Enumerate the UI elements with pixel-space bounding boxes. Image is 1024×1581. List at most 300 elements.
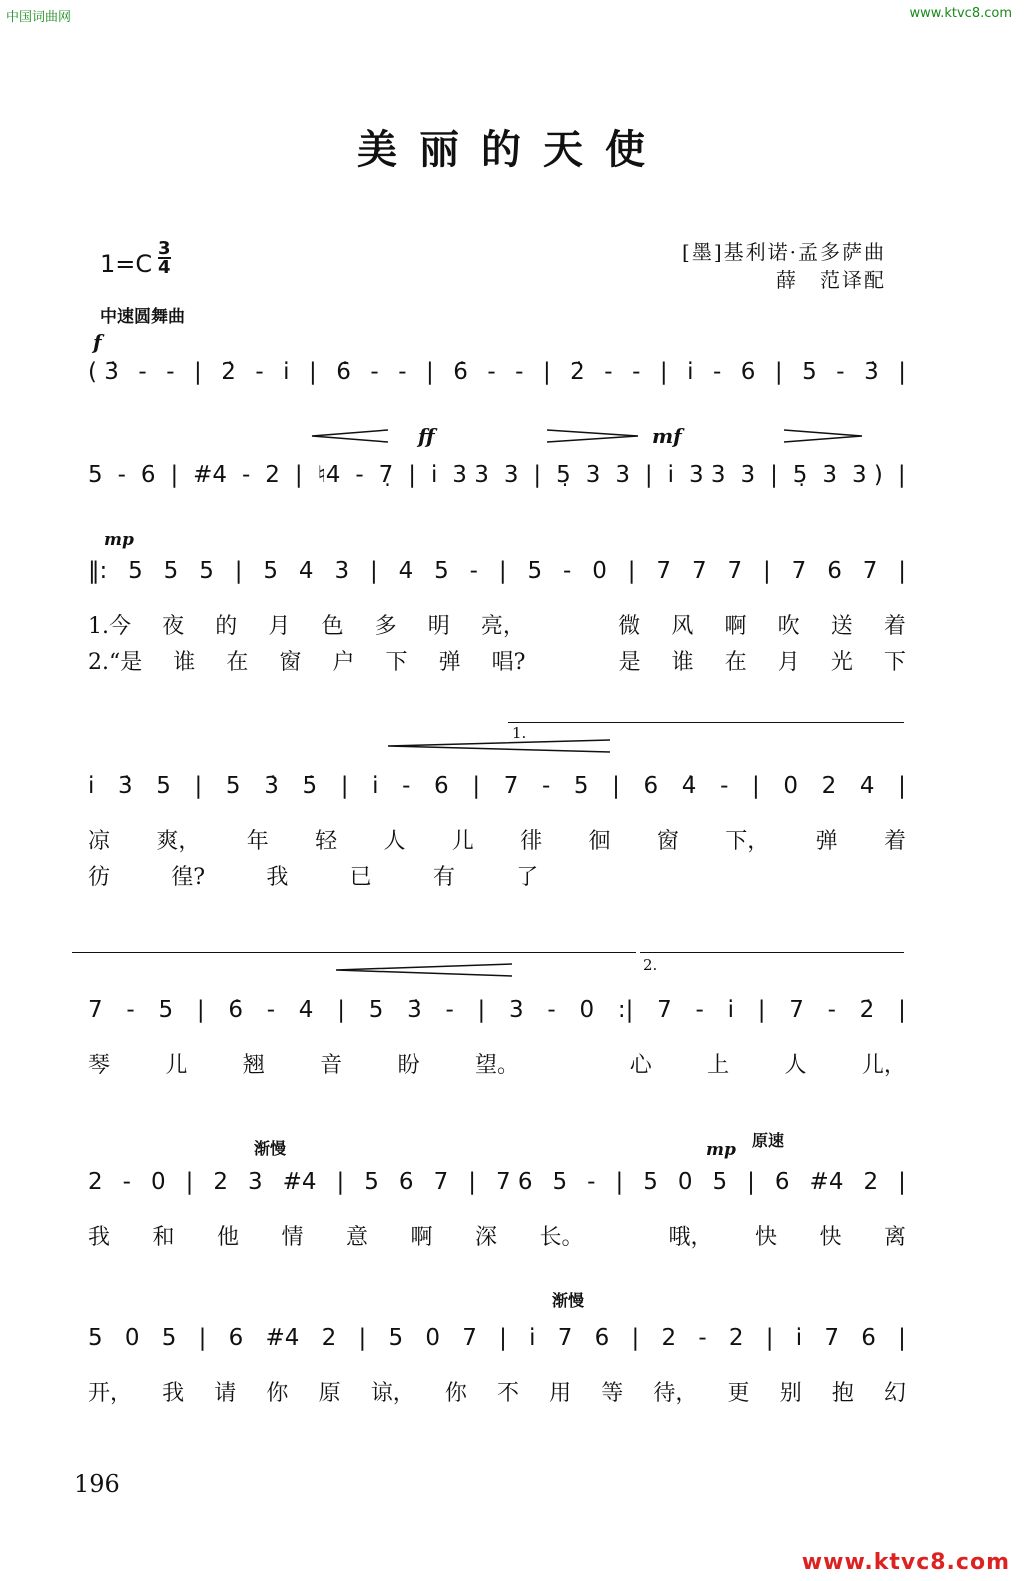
barline: :| xyxy=(617,997,634,1023)
note: - xyxy=(827,997,836,1023)
note: 4 xyxy=(298,558,314,584)
lyric-syllable: 盼 xyxy=(397,1053,420,1078)
lyric-syllable: 多 xyxy=(374,614,397,639)
lyric-syllable: 翘 xyxy=(242,1053,265,1078)
note: 3 xyxy=(503,462,519,488)
lyrics-line xyxy=(88,824,906,855)
barline: | xyxy=(763,558,771,584)
note: - xyxy=(632,359,641,385)
note: - xyxy=(720,773,729,799)
lyric-syllable: 你 xyxy=(266,1381,289,1406)
lyric-syllable: 轻 xyxy=(315,829,338,854)
note: 7 xyxy=(503,773,519,799)
lyric-syllable: 不 xyxy=(496,1381,519,1406)
barline: | xyxy=(472,773,481,799)
note: 2̇ xyxy=(221,359,236,385)
lyric-syllable: 夜 xyxy=(162,614,185,639)
lyric-syllable: 意 xyxy=(346,1225,369,1250)
note: 7 xyxy=(433,1169,449,1195)
lyric-syllable: 色 xyxy=(321,614,344,639)
note: i̇ xyxy=(430,462,438,488)
note: - xyxy=(166,359,175,385)
note: #4 xyxy=(193,462,228,488)
note: 7 xyxy=(789,997,804,1023)
note: 3̇ xyxy=(264,773,279,799)
barline: | xyxy=(627,558,636,584)
lyric-syllable: 抱 xyxy=(831,1381,854,1406)
volta-label-1: 1. xyxy=(512,724,527,742)
note: 6̇ xyxy=(336,359,351,385)
lyric-syllable: 情 xyxy=(281,1225,304,1250)
note: 7 xyxy=(862,558,878,584)
lyric-syllable: 已 xyxy=(349,865,372,890)
note: 3̇ xyxy=(407,997,422,1023)
lyric-syllable: 长。 xyxy=(539,1225,584,1250)
note: 6 xyxy=(643,773,659,799)
note: 5 xyxy=(573,773,589,799)
barline: | xyxy=(477,997,486,1023)
note: - xyxy=(255,359,264,385)
note: - xyxy=(445,997,454,1023)
crescendo-hairpin-2 xyxy=(386,738,612,754)
note: 0 xyxy=(425,1325,440,1351)
note: 5̣ xyxy=(556,462,571,488)
note: 5 xyxy=(88,1325,103,1351)
lyric-syllable: 送 xyxy=(830,614,853,639)
lyric-syllable: 你 xyxy=(444,1381,467,1406)
barline: | xyxy=(234,558,243,584)
lyric-syllable: 深 xyxy=(475,1225,498,1250)
barline: ‖: xyxy=(88,558,108,584)
notation-line xyxy=(88,352,906,392)
lyrics-line xyxy=(88,1376,906,1407)
note: 5̣ xyxy=(792,462,808,488)
note: 3 xyxy=(509,997,524,1023)
barline: | xyxy=(194,773,203,799)
dynamic-mf: mf xyxy=(652,424,682,448)
note: 3 xyxy=(615,462,630,488)
note: 7 xyxy=(691,558,707,584)
note: 2 xyxy=(863,1169,879,1195)
note: - xyxy=(604,359,613,385)
note: 6 xyxy=(140,462,156,488)
note: 5 xyxy=(156,773,171,799)
lyric-syllable: 是 xyxy=(618,650,641,675)
barline: | xyxy=(644,462,653,488)
note: 7̣ xyxy=(378,462,394,488)
note: 3̇ xyxy=(118,773,133,799)
lyric-syllable: 徊 xyxy=(588,829,611,854)
note: - xyxy=(370,359,379,385)
lyric-syllable: 等 xyxy=(601,1381,624,1406)
note: i̇ xyxy=(283,359,290,385)
note: i̇ xyxy=(88,773,95,799)
note: 6 xyxy=(434,773,449,799)
note: 6̇ xyxy=(228,997,243,1023)
note: 2 xyxy=(728,1325,744,1351)
note: 2 xyxy=(661,1325,677,1351)
note: #4 xyxy=(265,1325,300,1351)
lyric-syllable: 别 xyxy=(779,1381,802,1406)
lyric-syllable: 1.今 xyxy=(88,614,131,639)
notation-line xyxy=(88,766,906,806)
note: - xyxy=(698,1325,707,1351)
note: - xyxy=(541,773,551,799)
watermark: www.ktvc8.com xyxy=(801,1550,1010,1575)
note: 7 6 xyxy=(495,1169,533,1195)
lyric-syllable: 有 xyxy=(432,865,455,890)
barline: | xyxy=(425,359,434,385)
lyric-syllable: 快 xyxy=(819,1225,842,1250)
note: 6 xyxy=(827,558,842,584)
lyric-syllable: 哦， xyxy=(668,1225,713,1250)
barline: | xyxy=(631,1325,640,1351)
lyric-syllable: 儿 xyxy=(451,829,474,854)
note: 2 xyxy=(821,773,837,799)
note: 5 xyxy=(225,773,241,799)
lyrics-line xyxy=(88,1220,906,1251)
lyric-syllable: 人 xyxy=(784,1053,807,1078)
note: 7 xyxy=(88,997,103,1023)
volta-bracket-1 xyxy=(508,722,904,723)
note: 5 xyxy=(88,462,103,488)
lyric-syllable: 谁 xyxy=(671,650,694,675)
site-name-right: www.ktvc8.com xyxy=(909,6,1012,21)
ritardando-mark: 渐慢 xyxy=(254,1139,287,1158)
decrescendo-hairpin-2 xyxy=(782,428,864,444)
dynamic-f: f xyxy=(93,330,102,354)
dynamic-mp-2: mp xyxy=(706,1140,736,1160)
crescendo-hairpin-3 xyxy=(334,962,514,978)
note: #4 xyxy=(809,1169,844,1195)
notation-line xyxy=(88,1318,906,1358)
notation-line xyxy=(88,1162,906,1202)
note: - xyxy=(515,359,524,385)
barline: | xyxy=(294,462,303,488)
note: 2̇ xyxy=(859,997,875,1023)
note: 7 xyxy=(791,558,807,584)
lyric-syllable: 唱? xyxy=(491,650,526,675)
lyric-syllable: 在 xyxy=(226,650,249,675)
note: 7 xyxy=(824,1325,839,1351)
lyric-syllable: 儿， xyxy=(861,1053,906,1078)
note: 5 xyxy=(163,558,179,584)
barline: | xyxy=(897,462,906,488)
note: 5 xyxy=(161,1325,177,1351)
note: 5 xyxy=(199,558,214,584)
crescendo-hairpin xyxy=(310,428,390,444)
note: 5 xyxy=(368,997,384,1023)
note: #4 xyxy=(282,1169,317,1195)
note: 2 xyxy=(213,1169,228,1195)
note: 7 xyxy=(557,1325,573,1351)
note: 5 xyxy=(158,997,174,1023)
lyric-syllable: 上 xyxy=(707,1053,730,1078)
note: 6 xyxy=(398,1169,414,1195)
note: i̇ xyxy=(727,997,734,1023)
site-name-left: 中国词曲网 xyxy=(6,10,72,25)
note: 0 xyxy=(150,1169,166,1195)
barline: | xyxy=(898,1325,906,1351)
barline: | xyxy=(612,773,620,799)
lyric-syllable: 啊 xyxy=(724,614,747,639)
barline: | xyxy=(747,1169,755,1195)
lyric-syllable: 心 xyxy=(629,1053,652,1078)
barline: | xyxy=(309,359,317,385)
note: 6 xyxy=(861,1325,876,1351)
barline: | xyxy=(358,1325,367,1351)
volta-bracket-1-cont xyxy=(72,952,636,953)
barline: | xyxy=(770,462,778,488)
note: 3 xyxy=(585,462,601,488)
dynamic-mp: mp xyxy=(104,530,134,550)
lyric-syllable: 离 xyxy=(883,1225,906,1250)
note: ♮4 xyxy=(317,462,341,488)
note: 5̇ xyxy=(302,773,318,799)
note: 4 xyxy=(859,773,875,799)
lyric-syllable: 下 xyxy=(385,650,408,675)
note: 5 xyxy=(643,1169,658,1195)
lyric-syllable: 凉 xyxy=(88,829,111,854)
lyrics-line xyxy=(88,645,906,676)
note: i̇ xyxy=(529,1325,536,1351)
note: 4̇ xyxy=(681,773,697,799)
barline: | xyxy=(898,359,906,385)
time-signature xyxy=(158,240,171,276)
note: 5 xyxy=(527,558,543,584)
note: 0 xyxy=(579,997,595,1023)
lyric-syllable: 待， xyxy=(653,1381,698,1406)
lyric-syllable: 在 xyxy=(724,650,747,675)
lyric-syllable: 窗 xyxy=(279,650,302,675)
lyric-syllable: 琴 xyxy=(88,1053,111,1078)
note: - xyxy=(695,997,704,1023)
lyric-syllable: 徨? xyxy=(171,865,206,890)
note: 7 xyxy=(656,558,672,584)
lyric-syllable: 窗 xyxy=(656,829,679,854)
note: 3 xyxy=(247,1169,263,1195)
barline: | xyxy=(369,558,378,584)
lyric-syllable: 请 xyxy=(214,1381,237,1406)
note: 6 xyxy=(740,359,756,385)
lyric-syllable: 爽， xyxy=(156,829,201,854)
note: 7 xyxy=(727,558,743,584)
note: 7 xyxy=(462,1325,477,1351)
barline: | xyxy=(468,1169,476,1195)
note: - xyxy=(713,359,722,385)
song-title: 美丽的天使 xyxy=(357,126,667,173)
note: - xyxy=(469,558,478,584)
lyric-syllable: 原 xyxy=(318,1381,341,1406)
lyric-syllable: 了 xyxy=(516,865,539,890)
note: 6̇ xyxy=(453,359,468,385)
note: - xyxy=(587,1169,596,1195)
note: 6 xyxy=(228,1325,244,1351)
barline: | xyxy=(498,558,507,584)
note: 5 xyxy=(712,1169,728,1195)
note: - xyxy=(398,359,407,385)
barline: | xyxy=(340,773,349,799)
tempo-marking: 中速圆舞曲 xyxy=(100,307,185,327)
note: 3 xyxy=(334,558,350,584)
lyrics-line xyxy=(88,1048,906,1079)
note: i̇ xyxy=(795,1325,803,1351)
note: 0 xyxy=(124,1325,140,1351)
note: 2 xyxy=(321,1325,337,1351)
note: i̇ xyxy=(372,773,379,799)
note: 5 xyxy=(552,1169,568,1195)
lyric-syllable: 儿 xyxy=(165,1053,188,1078)
lyric-syllable: 他 xyxy=(217,1225,240,1250)
note: 5 xyxy=(434,558,449,584)
lyric-syllable: 光 xyxy=(830,650,853,675)
lyric-syllable: 明 xyxy=(427,614,450,639)
note: - xyxy=(487,359,496,385)
barline: | xyxy=(185,1169,194,1195)
lyric-syllable: 开， xyxy=(88,1381,133,1406)
note: 6 xyxy=(594,1325,610,1351)
barline: | xyxy=(337,997,345,1023)
lyric-syllable: 幻 xyxy=(883,1381,906,1406)
lyric-syllable: 着 xyxy=(883,829,906,854)
barline: | xyxy=(757,997,766,1023)
note: 0 xyxy=(677,1169,693,1195)
lyric-syllable: 吹 xyxy=(777,614,800,639)
barline: | xyxy=(198,1325,207,1351)
barline: | xyxy=(774,359,783,385)
note: 4 xyxy=(298,997,314,1023)
composer-credit: [墨]基利诺·孟多萨曲 xyxy=(682,240,886,264)
note: 7 xyxy=(657,997,672,1023)
note: i̇ xyxy=(687,359,694,385)
page-number: 196 xyxy=(74,1470,120,1498)
lyric-syllable: 人 xyxy=(383,829,406,854)
barline: | xyxy=(752,773,760,799)
lyric-syllable: 和 xyxy=(152,1225,175,1250)
note: 3 3 xyxy=(452,462,489,488)
lyrics-line xyxy=(88,609,906,640)
time-top: 3 xyxy=(158,238,171,259)
note: ( 3̇ xyxy=(88,359,119,385)
lyric-syllable: 音 xyxy=(320,1053,343,1078)
barline: | xyxy=(898,997,906,1023)
barline: | xyxy=(533,462,542,488)
note: 2 xyxy=(88,1169,103,1195)
note: - xyxy=(117,462,126,488)
note: 3 xyxy=(822,462,838,488)
lyric-syllable: 月 xyxy=(268,614,291,639)
note: - xyxy=(563,558,572,584)
note: 3 3 xyxy=(688,462,726,488)
note: 5 xyxy=(364,1169,379,1195)
lyric-syllable: 户 xyxy=(332,650,355,675)
note: 0 xyxy=(783,773,799,799)
lyric-syllable: 弹 xyxy=(438,650,461,675)
barline: | xyxy=(196,997,205,1023)
a-tempo-mark: 原速 xyxy=(752,1131,785,1150)
lyric-syllable: 年 xyxy=(246,829,269,854)
note: 6 xyxy=(774,1169,790,1195)
barline: | xyxy=(194,359,202,385)
barline: | xyxy=(336,1169,345,1195)
lyric-syllable: 我 xyxy=(88,1225,111,1250)
note: 0 xyxy=(592,558,607,584)
volta-label-2: 2. xyxy=(643,956,658,974)
note: 2 xyxy=(265,462,280,488)
note: 5 xyxy=(802,359,817,385)
lyric-syllable: 下， xyxy=(725,829,770,854)
lyric-syllable: 啊 xyxy=(410,1225,433,1250)
note: - xyxy=(242,462,251,488)
lyric-syllable: 更 xyxy=(727,1381,750,1406)
note: 3̇ xyxy=(864,359,879,385)
time-bottom: 4 xyxy=(158,257,171,278)
key-signature: 1=C xyxy=(100,250,153,278)
barline: | xyxy=(408,462,416,488)
note: - xyxy=(138,359,147,385)
lyric-syllable: 的 xyxy=(215,614,238,639)
lyric-syllable: 用 xyxy=(549,1381,572,1406)
barline: | xyxy=(898,1169,906,1195)
note: - xyxy=(547,997,556,1023)
barline: | xyxy=(542,359,551,385)
lyric-syllable: 弹 xyxy=(815,829,838,854)
lyric-syllable: 微 xyxy=(618,614,641,639)
note: 5 xyxy=(128,558,143,584)
dynamic-ff: ff xyxy=(418,424,435,448)
lyric-syllable: 彷 xyxy=(88,865,111,890)
note: - xyxy=(266,997,276,1023)
lyric-syllable: 徘 xyxy=(520,829,543,854)
lyric-syllable: 风 xyxy=(671,614,694,639)
lyric-syllable: 快 xyxy=(754,1225,777,1250)
lyric-syllable: 下 xyxy=(883,650,906,675)
barline: | xyxy=(898,773,906,799)
volta-bracket-2 xyxy=(640,952,904,953)
note: 2̇ xyxy=(570,359,585,385)
barline: | xyxy=(615,1169,624,1195)
note: 4 xyxy=(398,558,414,584)
decrescendo-hairpin xyxy=(545,428,640,444)
note: - xyxy=(402,773,411,799)
lyric-syllable: 我 xyxy=(266,865,289,890)
note: - xyxy=(836,359,845,385)
lyric-syllable: 望。 xyxy=(474,1053,519,1078)
notation-line xyxy=(88,455,906,495)
lyric-syllable: 谅， xyxy=(370,1381,415,1406)
barline: | xyxy=(499,1325,507,1351)
lyric-syllable: 月 xyxy=(777,650,800,675)
notation-line xyxy=(88,551,906,591)
barline: | xyxy=(898,558,906,584)
note: 5 xyxy=(388,1325,404,1351)
note: - xyxy=(122,1169,131,1195)
notation-line xyxy=(88,990,906,1030)
note: 3 xyxy=(740,462,756,488)
note: 3 ) xyxy=(851,462,883,488)
ritardando-mark-2: 渐慢 xyxy=(552,1291,585,1310)
lyric-syllable: 2.“是 xyxy=(88,650,143,675)
lyric-syllable: 着 xyxy=(883,614,906,639)
barline: | xyxy=(659,359,668,385)
translator-credit: 薛 范译配 xyxy=(776,268,886,292)
barline: | xyxy=(170,462,179,488)
barline: | xyxy=(765,1325,774,1351)
note: i̇ xyxy=(667,462,674,488)
lyric-syllable: 我 xyxy=(162,1381,185,1406)
lyric-syllable: 谁 xyxy=(173,650,196,675)
note: - xyxy=(126,997,135,1023)
